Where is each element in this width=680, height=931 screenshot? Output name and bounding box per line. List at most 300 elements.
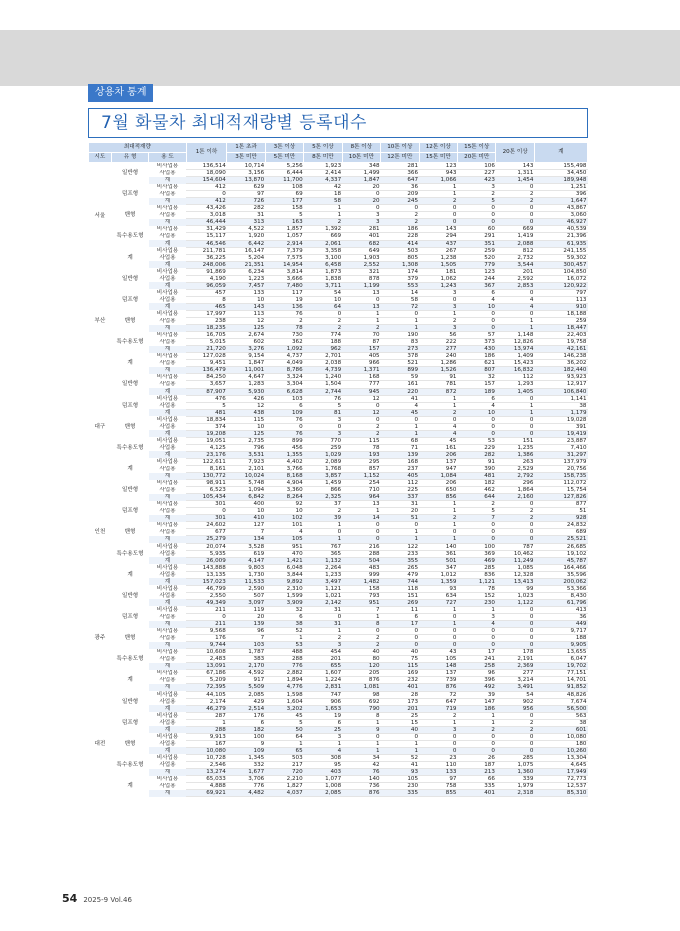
value-cell: 267 xyxy=(419,247,457,254)
value-cell: 18,090 xyxy=(186,170,227,177)
value-cell: 1 xyxy=(342,740,380,747)
value-cell: 26,009 xyxy=(186,557,227,564)
value-cell: 9,905 xyxy=(534,642,587,649)
table-row xyxy=(89,437,588,444)
value-cell: 2 xyxy=(419,409,457,416)
table-row xyxy=(89,163,588,170)
table-row xyxy=(89,698,588,705)
value-cell: 0 xyxy=(419,747,457,754)
value-cell: 98,911 xyxy=(186,480,227,487)
use-cell: 비사업용 xyxy=(156,501,179,508)
value-cell: 1,505 xyxy=(419,261,457,268)
value-cell: 103 xyxy=(265,395,303,402)
table-row xyxy=(89,769,588,776)
use-cell: 사업용 xyxy=(159,318,176,325)
value-cell: 157 xyxy=(457,381,495,388)
value-cell: 2,085 xyxy=(304,790,342,797)
value-cell: 58 xyxy=(304,198,342,205)
value-cell: 10,080 xyxy=(534,733,587,740)
value-cell: 148 xyxy=(419,663,457,670)
value-cell: 209 xyxy=(381,191,419,198)
value-cell: 2,085 xyxy=(227,691,265,698)
value-cell: 0 xyxy=(496,212,534,219)
data-table xyxy=(88,142,588,797)
value-cell: 20 xyxy=(227,614,265,621)
value-cell: 410 xyxy=(227,515,265,522)
table-row xyxy=(89,458,588,465)
table-row xyxy=(89,219,588,226)
value-cell: 462 xyxy=(457,487,495,494)
value-cell: 0 xyxy=(496,310,534,317)
value-cell: 1,920 xyxy=(227,233,265,240)
value-cell: 470 xyxy=(265,550,303,557)
type-cell: 일반형 xyxy=(121,381,139,388)
value-cell: 0 xyxy=(419,205,457,212)
value-cell: 193 xyxy=(342,451,380,458)
value-cell: 0 xyxy=(342,536,380,543)
value-cell: 52 xyxy=(265,628,303,635)
value-cell: 122,611 xyxy=(186,458,227,465)
value-cell: 2,701 xyxy=(304,353,342,360)
type-cell: 특수용도형 xyxy=(116,550,144,557)
value-cell: 401 xyxy=(457,790,495,797)
value-cell: 361 xyxy=(419,550,457,557)
use-cell: 사업용 xyxy=(159,191,176,198)
value-cell: 2,325 xyxy=(304,494,342,501)
value-cell: 3,304 xyxy=(265,381,303,388)
value-cell: 4,522 xyxy=(227,226,265,233)
value-cell: 2,038 xyxy=(304,360,342,367)
header-col: 3톤 이상 xyxy=(265,143,303,153)
value-cell: 59 xyxy=(381,374,419,381)
value-cell: 0 xyxy=(457,733,495,740)
value-cell: 2,853 xyxy=(496,282,534,289)
city-cell: 서울 xyxy=(94,212,106,219)
value-cell: 2 xyxy=(381,219,419,226)
value-cell: 176 xyxy=(186,635,227,642)
value-cell: 19,702 xyxy=(534,663,587,670)
value-cell: 1,057 xyxy=(265,233,303,240)
value-cell: 1 xyxy=(304,536,342,543)
value-cell: 758 xyxy=(419,783,457,790)
value-cell: 366 xyxy=(381,170,419,177)
value-cell: 390 xyxy=(457,466,495,473)
value-cell: 337 xyxy=(381,494,419,501)
table-row xyxy=(89,381,588,388)
value-cell: 5 xyxy=(265,212,303,219)
value-cell: 9,803 xyxy=(227,564,265,571)
table-row xyxy=(89,656,588,663)
value-cell: 282 xyxy=(457,451,495,458)
value-cell: 1,459 xyxy=(304,480,342,487)
value-cell: 12,826 xyxy=(496,339,534,346)
value-cell: 401 xyxy=(381,684,419,691)
table-row xyxy=(89,494,588,501)
type-cell: 특수용도형 xyxy=(116,761,144,768)
value-cell: 4,049 xyxy=(265,360,303,367)
use-cell: 계 xyxy=(149,494,186,501)
value-cell: 23,176 xyxy=(186,451,227,458)
value-cell: 56 xyxy=(419,332,457,339)
value-cell: 277 xyxy=(419,346,457,353)
value-cell: 137 xyxy=(419,670,457,677)
value-cell: 76 xyxy=(265,310,303,317)
value-cell: 1 xyxy=(265,635,303,642)
value-cell: 710 xyxy=(342,487,380,494)
value-cell: 41 xyxy=(381,761,419,768)
value-cell: 91 xyxy=(419,374,457,381)
value-cell: 521 xyxy=(381,360,419,367)
value-cell: 163 xyxy=(265,219,303,226)
value-cell: 0 xyxy=(496,606,534,613)
value-cell: 3 xyxy=(419,303,457,310)
value-cell: 6 xyxy=(265,402,303,409)
table-row xyxy=(89,367,588,374)
value-cell: 906 xyxy=(304,698,342,705)
use-cell: 사업용 xyxy=(159,592,176,599)
value-cell: 0 xyxy=(419,642,457,649)
value-cell: 0 xyxy=(381,310,419,317)
value-cell: 31,429 xyxy=(186,226,227,233)
value-cell: 134 xyxy=(227,536,265,543)
value-cell: 133 xyxy=(227,289,265,296)
use-cell: 비사업용 xyxy=(156,184,179,191)
table-row xyxy=(89,635,588,642)
value-cell: 0 xyxy=(419,740,457,747)
value-cell: 413 xyxy=(534,606,587,613)
value-cell: 49,349 xyxy=(186,599,227,606)
value-cell: 137 xyxy=(419,458,457,465)
type-cell: 계 xyxy=(127,677,133,684)
value-cell: 383 xyxy=(227,656,265,663)
type-cell: 일반형 xyxy=(121,170,139,177)
value-cell: 4,739 xyxy=(304,367,342,374)
use-cell: 비사업용 xyxy=(156,332,179,339)
value-cell: 1,233 xyxy=(304,571,342,578)
use-cell: 계 xyxy=(149,240,186,247)
header-col: 시도 xyxy=(89,153,112,163)
value-cell: 3 xyxy=(419,726,457,733)
value-cell: 563 xyxy=(534,712,587,719)
value-cell: 186 xyxy=(457,705,495,712)
value-cell: 1 xyxy=(419,310,457,317)
value-cell: 797 xyxy=(534,289,587,296)
value-cell: 1,084 xyxy=(419,473,457,480)
value-cell: 206 xyxy=(419,451,457,458)
value-cell: 1 xyxy=(304,205,342,212)
value-cell: 11,249 xyxy=(496,557,534,564)
value-cell: 8,161 xyxy=(186,466,227,473)
value-cell: 13,974 xyxy=(496,346,534,353)
value-cell: 18,188 xyxy=(534,310,587,317)
value-cell: 288 xyxy=(265,656,303,663)
value-cell: 16,705 xyxy=(186,332,227,339)
value-cell: 92 xyxy=(265,501,303,508)
value-cell: 0 xyxy=(457,522,495,529)
use-cell: 계 xyxy=(149,282,186,289)
value-cell: 1,311 xyxy=(496,170,534,177)
value-cell: 647 xyxy=(381,177,419,184)
table-row xyxy=(89,170,588,177)
value-cell: 14 xyxy=(381,289,419,296)
value-cell: 35,596 xyxy=(534,571,587,578)
value-cell: 3,706 xyxy=(227,776,265,783)
value-cell: 2 xyxy=(342,635,380,642)
value-cell: 9,568 xyxy=(186,628,227,635)
value-cell: 0 xyxy=(457,747,495,754)
value-cell: 2,550 xyxy=(186,592,227,599)
value-cell: 151 xyxy=(381,592,419,599)
value-cell: 1,604 xyxy=(265,698,303,705)
value-cell: 857 xyxy=(342,466,380,473)
value-cell: 7,923 xyxy=(227,458,265,465)
value-cell: 1 xyxy=(381,318,419,325)
value-cell: 899 xyxy=(381,367,419,374)
value-cell: 0 xyxy=(342,628,380,635)
value-cell: 3 xyxy=(304,733,342,740)
value-cell: 1,847 xyxy=(227,360,265,367)
value-cell: 476 xyxy=(186,395,227,402)
value-cell: 53 xyxy=(457,437,495,444)
value-cell: 120 xyxy=(342,663,380,670)
value-cell: 437 xyxy=(419,240,457,247)
value-cell: 133 xyxy=(419,769,457,776)
value-cell: 61,796 xyxy=(534,599,587,606)
value-cell: 105,434 xyxy=(186,494,227,501)
value-cell: 2 xyxy=(304,325,342,332)
value-cell: 50 xyxy=(265,726,303,733)
table-row xyxy=(89,663,588,670)
value-cell: 1,179 xyxy=(534,409,587,416)
type-cell: 특수용도형 xyxy=(116,656,144,663)
value-cell: 17 xyxy=(381,621,419,628)
value-cell: 1,827 xyxy=(265,783,303,790)
value-cell: 18,235 xyxy=(186,325,227,332)
value-cell: 1,392 xyxy=(304,226,342,233)
value-cell: 0 xyxy=(419,529,457,536)
value-cell: 426 xyxy=(227,395,265,402)
value-cell: 147 xyxy=(457,698,495,705)
value-cell: 2,483 xyxy=(186,656,227,663)
value-cell: 1,903 xyxy=(342,254,380,261)
value-cell: 1 xyxy=(304,212,342,219)
value-cell: 285 xyxy=(496,754,534,761)
value-cell: 0 xyxy=(496,205,534,212)
value-cell: 2 xyxy=(342,423,380,430)
value-cell: 87,907 xyxy=(186,388,227,395)
value-cell: 31 xyxy=(381,501,419,508)
table-row xyxy=(89,578,588,585)
value-cell: 0 xyxy=(304,529,342,536)
value-cell: 373 xyxy=(457,339,495,346)
value-cell: 351 xyxy=(457,240,495,247)
value-cell: 109 xyxy=(227,747,265,754)
value-cell: 59,302 xyxy=(534,254,587,261)
value-cell: 3,666 xyxy=(265,275,303,282)
use-cell: 사업용 xyxy=(159,614,176,620)
value-cell: 205 xyxy=(342,670,380,677)
use-cell: 비사업용 xyxy=(156,776,179,783)
value-cell: 157,023 xyxy=(186,578,227,585)
value-cell: 2,914 xyxy=(265,240,303,247)
value-cell: 136 xyxy=(265,303,303,310)
value-cell: 503 xyxy=(265,754,303,761)
value-cell: 2,310 xyxy=(265,585,303,592)
value-cell: 1,677 xyxy=(227,769,265,776)
table-row xyxy=(89,726,588,733)
value-cell: 189,948 xyxy=(534,177,587,184)
value-cell: 60 xyxy=(457,226,495,233)
value-cell: 34 xyxy=(342,754,380,761)
header-col: 계 xyxy=(534,143,587,163)
value-cell: 42,161 xyxy=(534,346,587,353)
value-cell: 2,882 xyxy=(265,670,303,677)
value-cell: 1,454 xyxy=(496,177,534,184)
value-cell: 5 xyxy=(457,198,495,205)
value-cell: 4,147 xyxy=(227,557,265,564)
value-cell: 899 xyxy=(265,437,303,444)
type-cell: 덤프형 xyxy=(121,402,139,409)
value-cell: 917 xyxy=(227,677,265,684)
value-cell: 1,023 xyxy=(496,592,534,599)
value-cell: 189 xyxy=(457,388,495,395)
value-cell: 31,297 xyxy=(534,451,587,458)
header-col: 20톤 미만 xyxy=(457,153,495,163)
use-cell: 비사업용 xyxy=(156,268,179,275)
value-cell: 182,440 xyxy=(534,367,587,374)
value-cell: 67,186 xyxy=(186,670,227,677)
value-cell: 12 xyxy=(227,402,265,409)
page-title: 7월 화물차 최대적재량별 등록대수 xyxy=(101,113,367,133)
value-cell: 1,499 xyxy=(342,170,380,177)
value-cell: 365 xyxy=(304,550,342,557)
use-cell: 사업용 xyxy=(159,761,176,768)
value-cell: 4 xyxy=(419,423,457,430)
value-cell: 4,402 xyxy=(265,458,303,465)
value-cell: 1,121 xyxy=(304,585,342,592)
value-cell: 85,310 xyxy=(534,790,587,797)
value-cell: 682 xyxy=(342,240,380,247)
value-cell: 4,645 xyxy=(534,761,587,768)
value-cell: 157 xyxy=(342,346,380,353)
value-cell: 137,979 xyxy=(534,458,587,465)
value-cell: 201 xyxy=(496,268,534,275)
value-cell: 2 xyxy=(342,642,380,649)
table-row xyxy=(89,480,588,487)
value-cell: 1 xyxy=(381,536,419,543)
value-cell: 378 xyxy=(381,353,419,360)
value-cell: 807 xyxy=(457,367,495,374)
value-cell: 1,008 xyxy=(304,783,342,790)
value-cell: 1,141 xyxy=(534,395,587,402)
value-cell: 176 xyxy=(227,712,265,719)
value-cell: 902 xyxy=(496,698,534,705)
value-cell: 0 xyxy=(265,423,303,430)
value-cell: 2,732 xyxy=(496,254,534,261)
use-cell: 계 xyxy=(149,473,186,480)
value-cell: 1,787 xyxy=(227,649,265,656)
value-cell: 3,657 xyxy=(186,381,227,388)
value-cell: 5,509 xyxy=(227,684,265,691)
value-cell: 143,888 xyxy=(186,564,227,571)
value-cell: 1,199 xyxy=(342,282,380,289)
value-cell: 5 xyxy=(186,402,227,409)
table-row xyxy=(89,761,588,768)
value-cell: 1 xyxy=(419,719,457,726)
value-cell: 44,105 xyxy=(186,691,227,698)
value-cell: 403 xyxy=(304,769,342,776)
use-cell: 비사업용 xyxy=(156,374,179,381)
table-row xyxy=(89,240,588,247)
table-row xyxy=(89,332,588,339)
value-cell: 125 xyxy=(227,325,265,332)
header-col: 유 형 xyxy=(111,153,148,163)
table-row xyxy=(89,783,588,790)
table-row xyxy=(89,212,588,219)
value-cell: 438 xyxy=(227,409,265,416)
use-cell: 비사업용 xyxy=(156,395,179,402)
type-cell: 계 xyxy=(127,466,133,473)
value-cell: 146,238 xyxy=(534,353,587,360)
value-cell: 5,015 xyxy=(186,339,227,346)
value-cell: 1 xyxy=(381,423,419,430)
value-cell: 0 xyxy=(304,310,342,317)
value-cell: 31 xyxy=(304,621,342,628)
use-cell: 사업용 xyxy=(159,233,176,240)
value-cell: 3,060 xyxy=(534,212,587,219)
value-cell: 0 xyxy=(496,642,534,649)
value-cell: 9,154 xyxy=(227,353,265,360)
value-cell: 10 xyxy=(227,508,265,515)
value-cell: 3,156 xyxy=(227,170,265,177)
use-cell: 계 xyxy=(149,515,186,522)
value-cell: 112,072 xyxy=(534,480,587,487)
value-cell: 7 xyxy=(227,635,265,642)
value-cell: 25,521 xyxy=(534,536,587,543)
value-cell: 720 xyxy=(265,769,303,776)
value-cell: 96 xyxy=(457,670,495,677)
type-cell: 밴형 xyxy=(124,740,136,747)
value-cell: 650 xyxy=(419,487,457,494)
value-cell: 1 xyxy=(342,719,380,726)
value-cell: 9,892 xyxy=(265,578,303,585)
value-cell: 321 xyxy=(342,268,380,275)
value-cell: 38 xyxy=(534,719,587,726)
value-cell: 1,066 xyxy=(419,177,457,184)
value-cell: 0 xyxy=(381,628,419,635)
value-cell: 11,001 xyxy=(227,367,265,374)
value-cell: 4 xyxy=(496,303,534,310)
value-cell: 1 xyxy=(457,719,495,726)
value-cell: 4,647 xyxy=(227,374,265,381)
value-cell: 11,700 xyxy=(265,177,303,184)
value-cell: 241,155 xyxy=(534,247,587,254)
value-cell: 259 xyxy=(457,247,495,254)
value-cell: 244 xyxy=(457,275,495,282)
value-cell: 0 xyxy=(496,529,534,536)
value-cell: 105 xyxy=(381,776,419,783)
use-cell: 계 xyxy=(149,578,186,585)
value-cell: 910 xyxy=(534,303,587,310)
value-cell: 78 xyxy=(457,585,495,592)
city-cell: 대구 xyxy=(94,423,106,430)
value-cell: 689 xyxy=(534,529,587,536)
value-cell: 2,735 xyxy=(227,437,265,444)
value-cell: 269 xyxy=(381,599,419,606)
table-row xyxy=(89,318,588,325)
value-cell: 123 xyxy=(457,268,495,275)
use-cell: 계 xyxy=(149,599,186,606)
